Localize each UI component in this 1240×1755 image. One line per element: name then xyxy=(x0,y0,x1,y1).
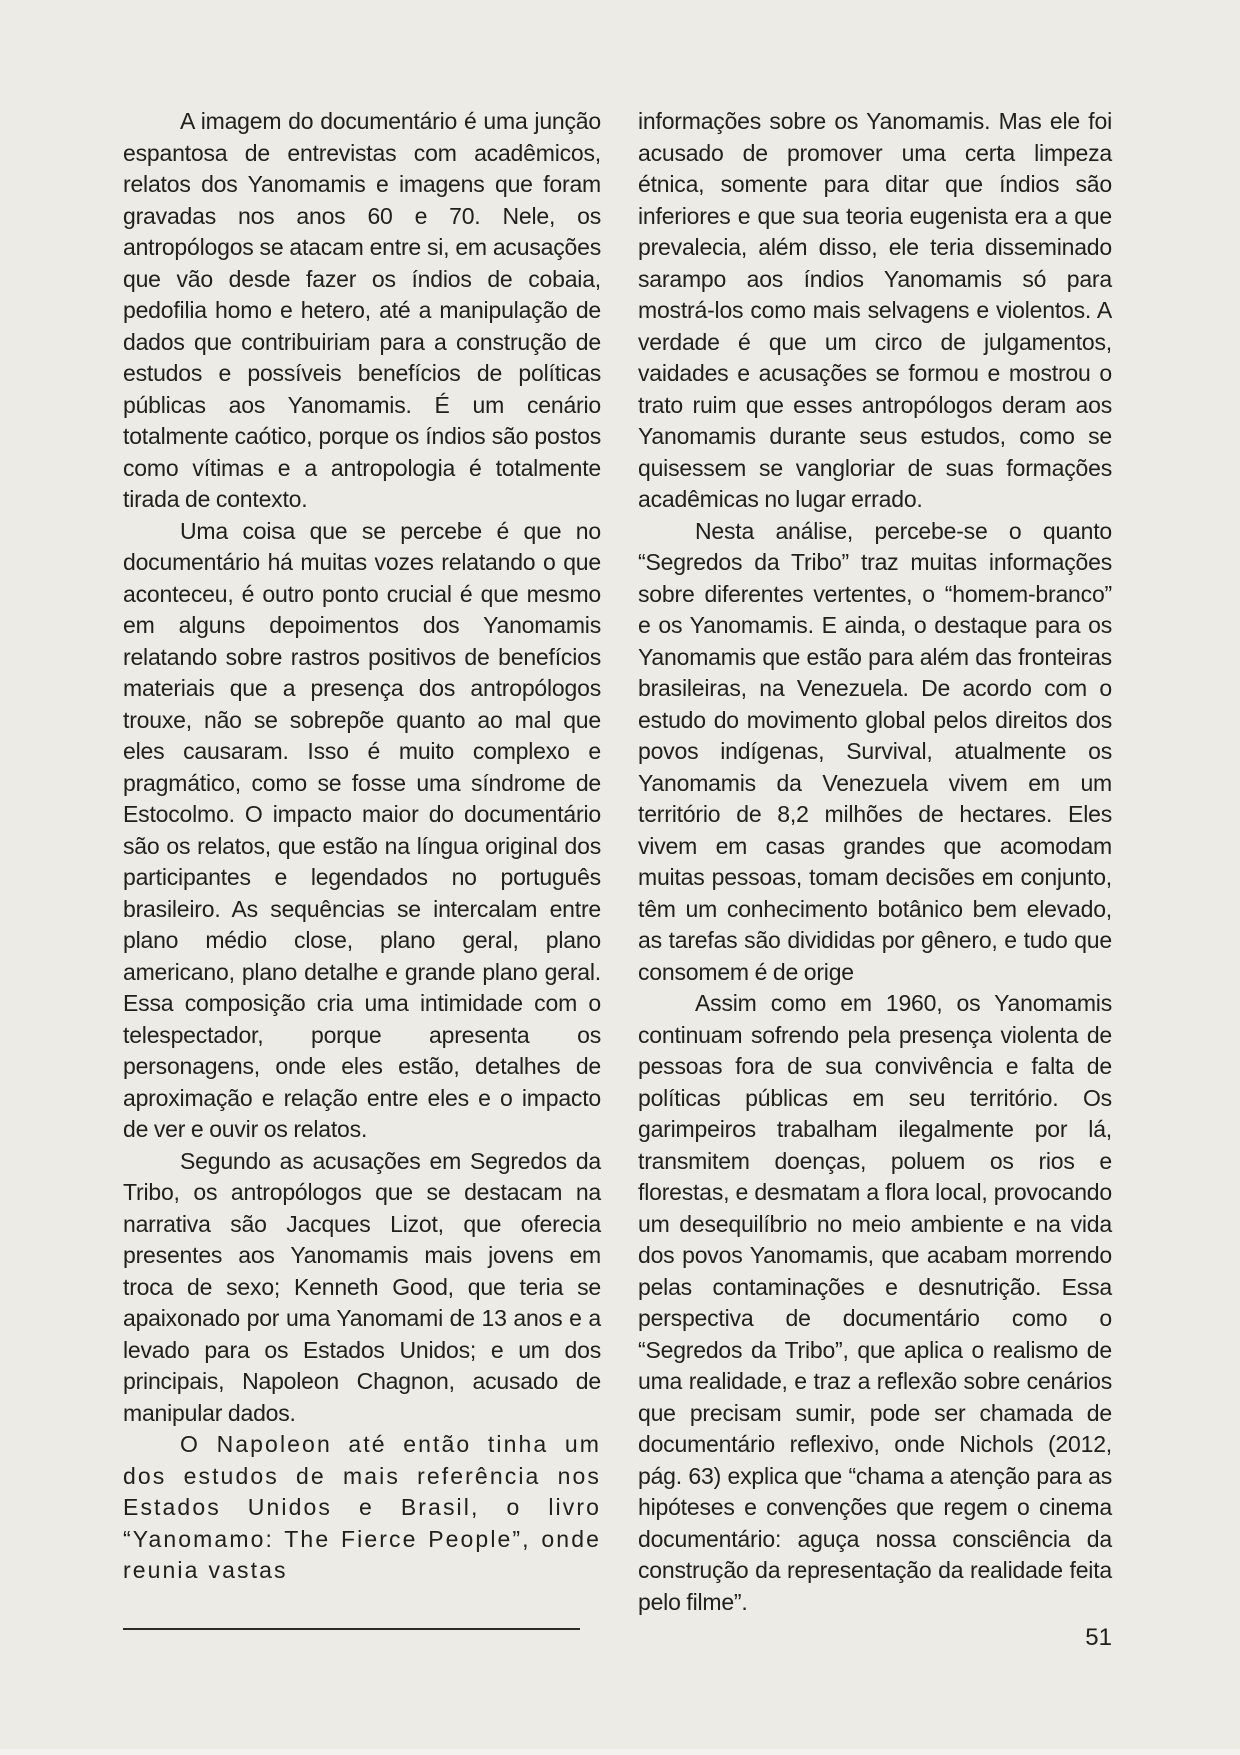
paragraph-right-1: informações sobre os Yanomamis. Mas ele foi acusado de promover uma certa limpeza étnica, somente para ditar que índios são inferiores e que sua teoria eugenista era a que prevalecia, além disso, ele teria disseminado sarampo aos índios Yanomamis só para mostrá-los como mais selvagens e violentos. A verdade é que um circo de julgamentos, vaidades e acusações se formou e mostrou o trato ruim que esses antropólogos deram aos Yanomamis durante seus estudos, como se quisessem se vangloriar de suas formações acadêmicas no lugar errado. xyxy=(638,108,1112,512)
paragraph-left-1: A imagem do documentário é uma junção espantosa de entrevistas com acadêmicos, relatos dos Yanomamis e imagens que foram gravadas nos anos 60 e 70. Nele, os antropólogos se atacam entre si, em acusações que vão desde fazer os índios de cobaia, pedofilia homo e hetero, até a manipulação de dados que contribuiriam para a construção de estudos e possíveis benefícios de políticas públicas aos Yanomamis. É um cenário totalmente caótico, porque os índios são postos como vítimas e a antropologia é totalmente tirada de contexto. xyxy=(123,108,601,512)
paragraph-left-4: O Napoleon até então tinha um dos estudos de mais referência nos Estados Unidos e Brasil, o livro “Yanomamo: The Fierce People”, onde reunia vastas xyxy=(123,1431,601,1583)
paragraph-right-3: Assim como em 1960, os Yanomamis continuam sofrendo pela presença violenta de pessoas fora de sua convivência e falta de políticas públicas em seu território. Os garimpeiros trabalham ilegalmente por lá, transmitem doenças, poluem os rios e florestas, e desmatam a flora local, provocando um desequilíbrio no meio ambiente e na vida dos povos Yanomamis, que acabam morrendo pelas contaminações e desnutrição. Essa perspectiva de documentário como o “Segredos da Tribo”, que aplica o realismo de uma realidade, e traz a reflexão sobre cenários que precisam sumir, pode ser chamada de documentário reflexivo, onde Nichols (2012, pág. 63) explica que “chama a atenção para as hipóteses e convenções que regem o cinema documentário: aguça nossa consciência da construção da representação da realidade feita pelo filme”. xyxy=(638,990,1112,1615)
right-column xyxy=(638,106,1112,1618)
paragraph-left-2: Uma coisa que se percebe é que no documentário há muitas vozes relatando o que aconteceu, é outro ponto crucial é que mesmo em alguns depoimentos dos Yanomamis relatando sobre rastros positivos de benefícios materiais que a presença dos antropólogos trouxe, não se sobrepõe quanto ao mal que eles causaram. Isso é muito complexo e pragmático, como se fosse uma síndrome de Estocolmo. O impacto maior do documentário são os relatos, que estão na língua original dos participantes e legendados no português brasileiro. As sequências se intercalam entre plano médio close, plano geral, plano americano, plano detalhe e grande plano geral. Essa composição cria uma intimidade com o telespectador, porque apresenta os personagens, onde eles estão, detalhes de aproximação e relação entre eles e o impacto de ver e ouvir os relatos. xyxy=(123,517,601,1142)
left-column xyxy=(123,106,601,1587)
page-bottom-edge xyxy=(0,1749,1240,1755)
page-number: 51 xyxy=(1085,1624,1112,1651)
paragraph-left-3: Segundo as acusações em Segredos da Tribo, os antropólogos que se destacam na narrativa são Jacques Lizot, que oferecia presentes aos Yanomamis mais jovens em troca de sexo; Kenneth Good, que teria se apaixonado por uma Yanomami de 13 anos e a levado para os Estados Unidos; e um dos principais, Napoleon Chagnon, acusado de manipular dados. xyxy=(123,1147,601,1426)
paragraph-right-2: Nesta análise, percebe-se o quanto “Segredos da Tribo” traz muitas informações sobre diferentes vertentes, o “homem-branco” e os Yanomamis. E ainda, o destaque para os Yanomamis que estão para além das fronteiras brasileiras, na Venezuela. De acordo com o estudo do movimento global pelos direitos dos povos indígenas, Survival, atualmente os Yanomamis da Venezuela vivem em um território de 8,2 milhões de hectares. Eles vivem em casas grandes que acomodam muitas pessoas, tomam decisões em conjunto, têm um conhecimento botânico bem elevado, as tarefas são divididas por gênero, e tudo que consomem é de orige xyxy=(638,517,1112,985)
footnote-separator-rule xyxy=(123,1628,580,1630)
